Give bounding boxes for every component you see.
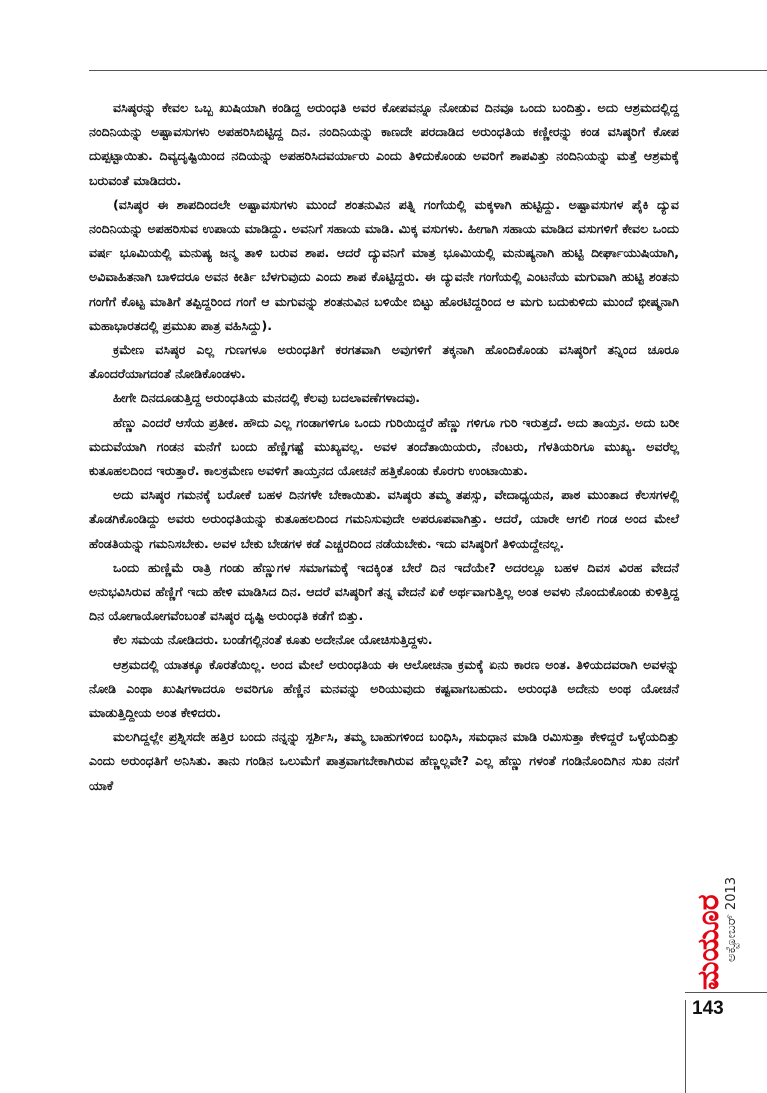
paragraph: ಕೆಲ ಸಮಯ ನೋಡಿದರು. ಬಂಡೆಗಲ್ಲಿನಂತೆ ಕೂತು ಅದೇನೋ ಯೋಚಿಸುತ್ತಿದ್ದಳು. [113,632,433,648]
paragraph: ಮಲಗಿದ್ದಲ್ಲೇ ಪ್ರಶ್ನಿಸದೇ ಹತ್ತಿರ ಬಂದು ನನ್ನನ್ನು ಸ್ಪರ್ಶಿಸಿ, ತಮ್ಮ ಬಾಹುಗಳಿಂದ ಬಂಧಿಸಿ, ಸಮಧಾನ ಮಾಡಿ ರಮಿಸುತ್ತಾ ಕೇಳಿದ್ದರೆ ಒಳ್ಳೆಯದಿತ್ತು ಎಂದು ಅರುಂಧತಿಗೆ ಅನಿಸಿತು. ತಾನು ಗಂಡಿನ ಒಲುಮೆಗೆ ಪಾತ್ರವಾಗಬೇಕಾಗಿರುವ ಹೆಣ್ಣಲ್ಲವೇ? ಎಲ್ಲ ಹೆಣ್ಣು ಗಳಂತೆ ಗಂಡಿನೊಂದಿಗಿನ ಸುಖ ನನಗೆ ಯಾಕೆ [89,729,679,793]
issue-date: ಅಕ್ಟೋಬರ್ 2013 [724,876,739,962]
footer-rule-horizontal [685,992,767,993]
paragraph: ಕ್ರಮೇಣ ವಸಿಷ್ಠರ ಎಲ್ಲ ಗುಣಗಳೂ ಅರುಂಧತಿಗೆ ಕರಗತವಾಗಿ ಅವುಗಳಿಗೆ ತಕ್ಕನಾಗಿ ಹೊಂದಿಕೊಂಡು ವಸಿಷ್ಠರಿಗೆ ತನ್ನಿಂದ ಚೂರೂ ತೊಂದರೆಯಾಗದಂತೆ ನೋಡಿಕೊಂಡಳು. [89,342,679,382]
top-rule [89,70,767,71]
magazine-side-label [688,770,738,990]
magazine-brand-logo: ಮಯೂರ [691,894,726,990]
paragraph: ಆಶ್ರಮದಲ್ಲಿ ಯಾತಕ್ಕೂ ಕೊರತೆಯಿಲ್ಲ. ಅಂದ ಮೇಲೆ ಅರುಂಧತಿಯ ಈ ಆಲೋಚನಾ ಕ್ರಮಕ್ಕೆ ಏನು ಕಾರಣ ಅಂತ. ತಿಳಿಯದವರಾಗಿ ಅವಳನ್ನು ನೋಡಿ ಎಂಥಾ ಖುಷಿಗಳಾದರೂ ಅವರಿಗೂ ಹೆಣ್ಣಿನ ಮನವನ್ನು ಅರಿಯುವುದು ಕಷ್ಟವಾಗಬಹುದು. ಅರುಂಧತಿ ಅದೇನು ಅಂಥ ಯೋಚನೆ ಮಾಡುತ್ತಿದ್ದೀಯ ಅಂತ ಕೇಳಿದರು. [89,656,679,721]
paragraph: ವಸಿಷ್ಠರನ್ನು ಕೇವಲ ಒಬ್ಬ ಖುಷಿಯಾಗಿ ಕಂಡಿದ್ದ ಅರುಂಧತಿ ಅವರ ಕೋಪವನ್ನೂ ನೋಡುವ ದಿನವೂ ಒಂದು ಬಂದಿತ್ತು. ಅದು ಆಶ್ರಮದಲ್ಲಿದ್ದ ನಂದಿನಿಯನ್ನು ಅಷ್ಟಾವಸುಗಳು ಅಪಹರಿಸಿಬಿಟ್ಟಿದ್ದ ದಿನ. ನಂದಿನಿಯನ್ನು ಕಾಣದೇ ಪರದಾಡಿದ ಅರುಂಧತಿಯ ಕಣ್ಣೀರನ್ನು ಕಂಡ ವಸಿಷ್ಠರಿಗೆ ಕೋಪ ದುಪ್ಪಟ್ಟಾಯಿತು. ದಿವ್ಯದೃಷ್ಟಿಯಿಂದ ನದಿಯನ್ನು ಅಪಹರಿಸಿದವರ್ಯಾರು ಎಂದು ತಿಳಿದುಕೊಂಡು ಅವರಿಗೆ ಶಾಪವಿತ್ತು ನಂದಿನಿಯನ್ನು ಮತ್ತೆ ಆಶ್ರಮಕ್ಕೆ ಬರುವಂತೆ ಮಾಡಿದರು. [89,100,679,188]
footer-rule-vertical [685,1000,686,1093]
paragraph: ಅದು ವಸಿಷ್ಠರ ಗಮನಕ್ಕೆ ಬರೋಕೆ ಬಹಳ ದಿನಗಳೇ ಬೇಕಾಯಿತು. ವಸಿಷ್ಠರು ತಮ್ಮ ತಪಸ್ಸು, ವೇದಾಧ್ಯಯನ, ಪಾಠ ಮುಂತಾದ ಕೆಲಸಗಳಲ್ಲಿ ತೊಡಗಿಕೊಂಡಿದ್ದು ಅವರು ಅರುಂಧತಿಯನ್ನು ಕುತೂಹಲದಿಂದ ಗಮನಿಸುವುದೇ ಅಪರೂಪವಾಗಿತ್ತು. ಆದರೆ, ಯಾರೇ ಆಗಲಿ ಗಂಡ ಅಂದ ಮೇಲೆ ಹೆಂಡತಿಯನ್ನು ಗಮನಿಸಬೇಕು. ಅವಳ ಬೇಕು ಬೇಡಗಳ ಕಡೆ ಎಚ್ಚರದಿಂದ ನಡೆಯಬೇಕು. ಇದು ವಸಿಷ್ಠರಿಗೆ ತಿಳಿಯದ್ದೇನಲ್ಲ. [89,487,679,551]
article-body [89,96,679,798]
paragraph: ಒಂದು ಹುಣ್ಣಿಮೆ ರಾತ್ರಿ ಗಂಡು ಹೆಣ್ಣುಗಳ ಸಮಾಗಮಕ್ಕೆ ಇದಕ್ಕಿಂತ ಬೇರೆ ದಿನ ಇದೆಯೇ? ಅದರಲ್ಲೂ ಬಹಳ ದಿವಸ ವಿರಹ ವೇದನೆ ಅನುಭವಿಸಿರುವ ಹೆಣ್ಣಿಗೆ ಇದು ಹೇಳಿ ಮಾಡಿಸಿದ ದಿನ. ಆದರೆ ವಸಿಷ್ಠರಿಗೆ ತನ್ನ ವೇದನೆ ಏಕೆ ಅರ್ಥವಾಗುತ್ತಿಲ್ಲ ಅಂತ ಅವಳು ನೊಂದುಕೊಂಡು ಕುಳಿತ್ತಿದ್ದ ದಿನ ಯೋಗಾಯೋಗವೆಂಬಂತೆ ವಸಿಷ್ಠರ ದೃಷ್ಟಿ ಅರುಂಧತಿ ಕಡೆಗೆ ಬಿತ್ತು. [89,559,679,624]
paragraph: ಹೀಗೇ ದಿನದೂಡುತ್ತಿದ್ದ ಅರುಂಧತಿಯ ಮನದಲ್ಲಿ ಕೆಲವು ಬದಲಾವಣೆಗಳಾದವು. [113,390,420,406]
paragraph: (ವಸಿಷ್ಠರ ಈ ಶಾಪದಿಂದಲೇ ಅಷ್ಟಾವಸುಗಳು ಮುಂದೆ ಶಂತನುವಿನ ಪತ್ನಿ ಗಂಗೆಯಲ್ಲಿ ಮಕ್ಕಳಾಗಿ ಹುಟ್ಟಿದ್ದು. ಅಷ್ಟಾವಸುಗಳ ಪೈಕಿ ದ್ಯುವ ನಂದಿನಿಯನ್ನು ಅಪಹರಿಸುವ ಉಪಾಯ ಮಾಡಿದ್ದು. ಅವನಿಗೆ ಸಹಾಯ ಮಾಡಿ. ಮಿಕ್ಕ ವಸುಗಳು. ಹೀಗಾಗಿ ಸಹಾಯ ಮಾಡಿದ ವಸುಗಳಿಗೆ ಕೇವಲ ಒಂದು ವರ್ಷ ಭೂಮಿಯಲ್ಲಿ ಮನುಷ್ಯ ಜನ್ಮ ತಾಳಿ ಬರುವ ಶಾಪ. ಆದರೆ ದ್ಯುವನಿಗೆ ಮಾತ್ರ ಭೂಮಿಯಲ್ಲಿ ಮನುಷ್ಯನಾಗಿ ಹುಟ್ಟಿ ದೀರ್ಘಾಯುಷಿಯಾಗಿ, ಅವಿವಾಹಿತನಾಗಿ ಬಾಳಿದರೂ ಅವನ ಕೀರ್ತಿ ಬೆಳಗುವುದು ಎಂದು ಶಾಪ ಕೊಟ್ಟಿದ್ದರು. ಈ ದ್ಯುವನೇ ಗಂಗೆಯಲ್ಲಿ ಎಂಟನೆಯ ಮಗುವಾಗಿ ಹುಟ್ಟಿ ಶಂತನು ಗಂಗೆಗೆ ಕೊಟ್ಟ ಮಾತಿಗೆ ತಪ್ಪಿದ್ದರಿಂದ ಗಂಗೆ ಆ ಮಗುವನ್ನು ಶಂತನುವಿನ ಬಳಿಯೇ ಬಿಟ್ಟು ಹೊರಟಿದ್ದರಿಂದ ಆ ಮಗು ಬದುಕುಳಿದು ಮುಂದೆ ಭೀಷ್ಮನಾಗಿ ಮಹಾಭಾರತದಲ್ಲಿ ಪ್ರಮುಖ ಪಾತ್ರ ವಹಿಸಿದ್ದು). [89,196,679,333]
page-number: 143 [692,998,724,1019]
paragraph: ಹೆಣ್ಣು ಎಂದರೆ ಆಸೆಯ ಪ್ರತೀಕ. ಹೌದು ಎಲ್ಲ ಗಂಡಾಗಳಿಗೂ ಒಂದು ಗುರಿಯಿದ್ದರೆ ಹೆಣ್ಣು ಗಳಿಗೂ ಗುರಿ ಇರುತ್ತದೆ. ಅದು ತಾಯ್ತನ. ಅದು ಬರೀ ಮದುವೆಯಾಗಿ ಗಂಡನ ಮನೆಗೆ ಬಂದು ಹೆಣ್ಣಿಗಷ್ಟೆ ಮುಖ್ಯವಲ್ಲ. ಅವಳ ತಂದೆತಾಯಿಯರು, ನೆಂಟರು, ಗೆಳತಿಯರಿಗೂ ಮುಖ್ಯ. ಅವರೆಲ್ಲ ಕುತೂಹಲದಿಂದ ಇರುತ್ತಾರೆ. ಕಾಲಕ್ರಮೇಣ ಅವಳಿಗೆ ತಾಯ್ತನದ ಯೋಚನೆ ಹತ್ತಿಕೊಂಡು ಕೊರಗು ಉಂಟಾಯಿತು. [89,414,679,479]
